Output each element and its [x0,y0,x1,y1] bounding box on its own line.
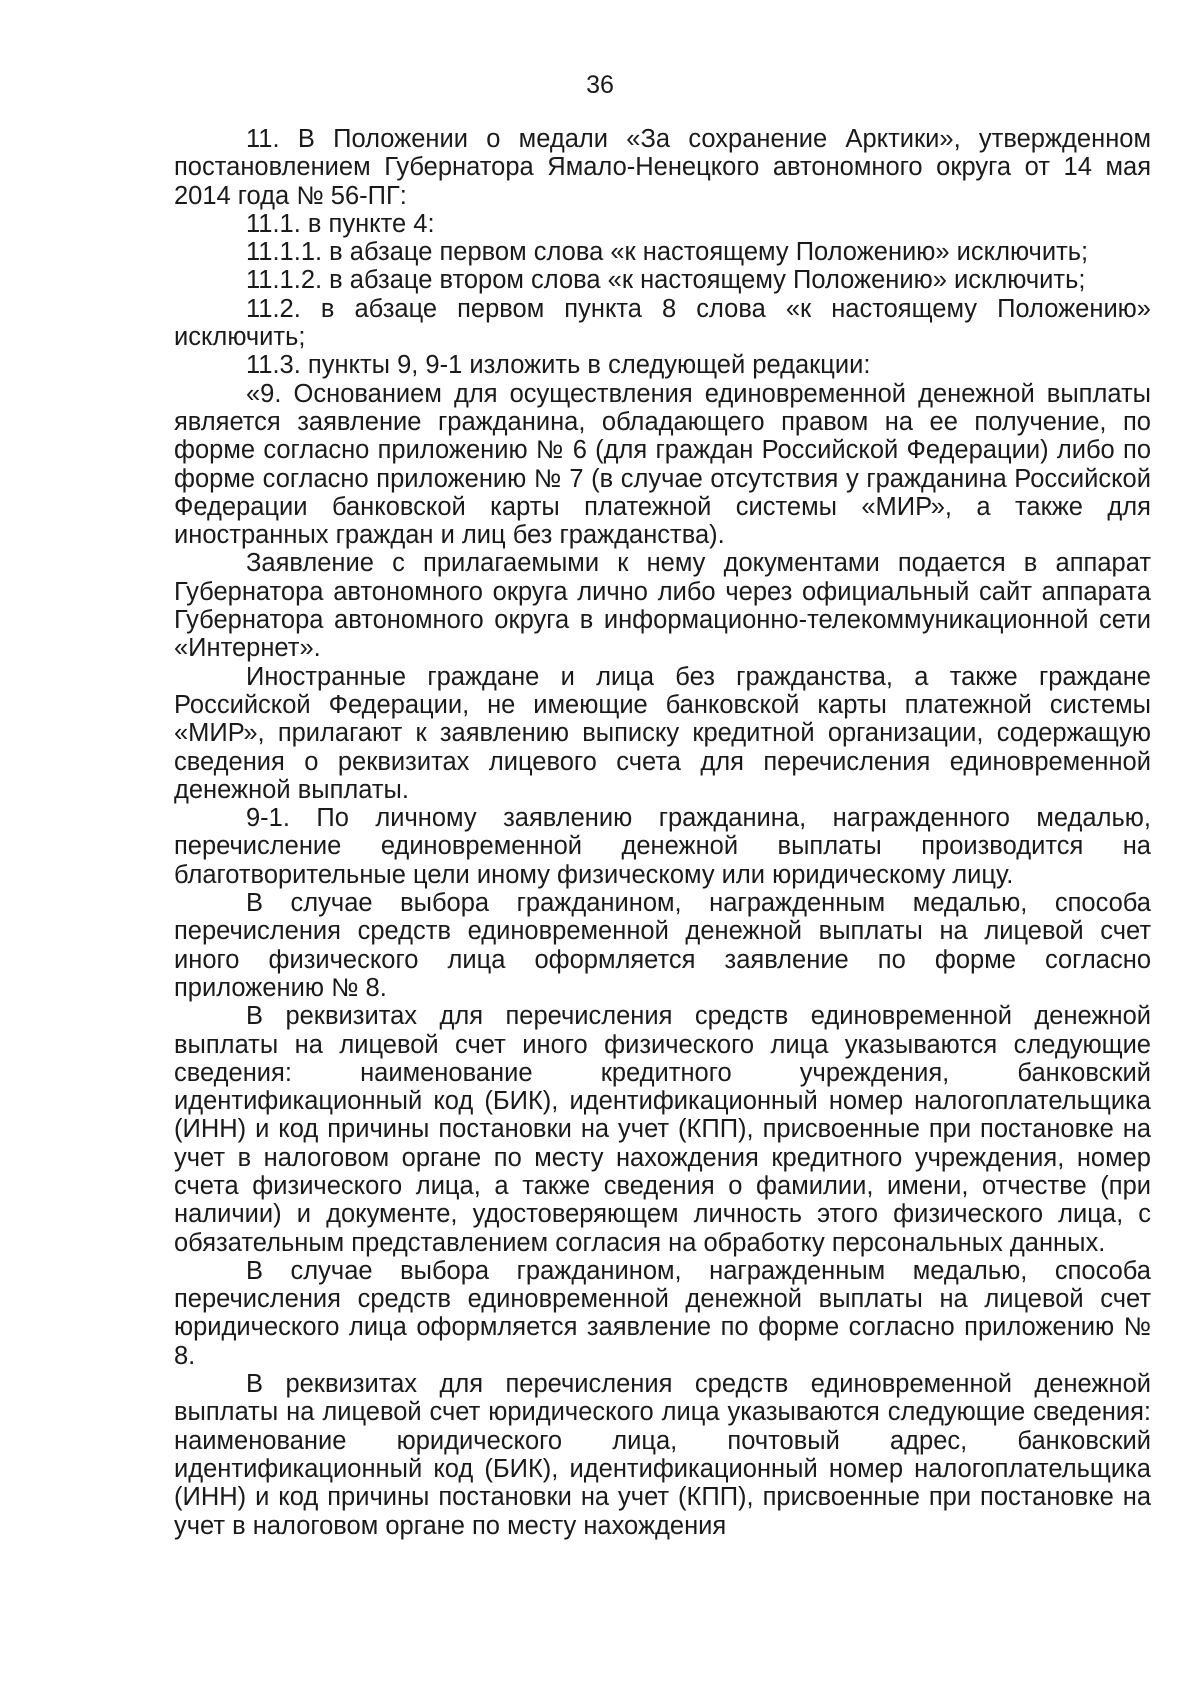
page-number: 36 [586,71,614,99]
paragraph-11-3: 11.3. пункты 9, 9-1 изложить в следующей редакции: [246,351,871,380]
paragraph-foreign-citizens: Иностранные граждане и лица без гражданства, а также граждане Российской Федерации, не имеющие банковской карты платежной системы «МИР», прилагают к заявлению выписку кредитной организации, содержащую сведения о реквизитах лицевого счета для перечисления единовременной денежной выплаты. [174,662,1151,804]
paragraph-legal-entity-account-choice: В случае выбора гражданином, награжденным медалью, способа перечисления средств единовременной денежной выплаты на лицевой счет юридического лица оформляется заявление по форме согласно приложению № 8. [174,1256,1151,1370]
paragraph-11-1: 11.1. в пункте 4: [246,209,435,238]
paragraph-11-1-1: 11.1.1. в абзаце первом слова «к настоящему Положению» исключить; [246,238,1089,267]
paragraph-individual-account-choice: В случае выбора гражданином, награжденным медалью, способа перечисления средств единовременной денежной выплаты на лицевой счет иного физического лица оформляется заявление по форме согласно приложению № 8. [174,889,1151,1002]
paragraph-application-submission: Заявление с прилагаемыми к нему документами подается в аппарат Губернатора автономного округа лично либо через официальный сайт аппарата Губернатора автономного округа в информационно-телекоммуникационной сети «Интернет». [174,549,1151,663]
paragraph-11-2: 11.2. в абзаце первом пункта 8 слова «к настоящему Положению» исключить; [174,294,1151,352]
paragraph-legal-entity-account-details: В реквизитах для перечисления средств единовременной денежной выплаты на лицевой счет юридического лица указываются следующие сведения: наименование юридического лица, почтовый адрес, банковский идентификационный код (БИК), идентификационный номер налогоплательщика (ИНН) и код причины постановки на учет (КПП), присвоенные при постановке на учет в налоговом органе по месту нахождения [174,1370,1151,1540]
paragraph-9: «9. Основанием для осуществления единовременной денежной выплаты является заявление гражданина, обладающего правом на ее получение, по форме согласно приложению № 6 (для граждан Российской Федерации) либо по форме согласно приложению № 7 (в случае отсутствия у гражданина Российской Федерации банковской карты платежной системы «МИР», а также для иностранных граждан и лиц без гражданства). [174,379,1151,550]
paragraph-individual-account-details: В реквизитах для перечисления средств единовременной денежной выплаты на лицевой счет иного физического лица указываются следующие сведения: наименование кредитного учреждения, банковский идентификационный код (БИК), идентификационный номер налогоплательщика (ИНН) и код причины постановки на учет (КПП), присвоенные при постановке на учет в налоговом органе по месту нахождения кредитного учреждения, номер счета физического лица, а также сведения о фамилии, имени, отчестве (при наличии) и документе, удостоверяющем личность этого физического лица, с обязательным представлением согласия на обработку персональных данных. [174,1002,1151,1257]
paragraph-9-1: 9-1. По личному заявлению гражданина, награжденного медалью, перечисление единовременной денежной выплаты производится на благотворительные цели иному физическому или юридическому лицу. [174,804,1151,889]
paragraph-11: 11. В Положении о медали «За сохранение Арктики», утвержденном постановлением Губернатора Ямало-Ненецкого автономного округа от 14 мая 2014 года № 56-ПГ: [174,125,1151,210]
paragraph-11-1-2: 11.1.2. в абзаце втором слова «к настоящему Положению» исключить; [246,266,1086,295]
document-body [174,125,1151,1540]
